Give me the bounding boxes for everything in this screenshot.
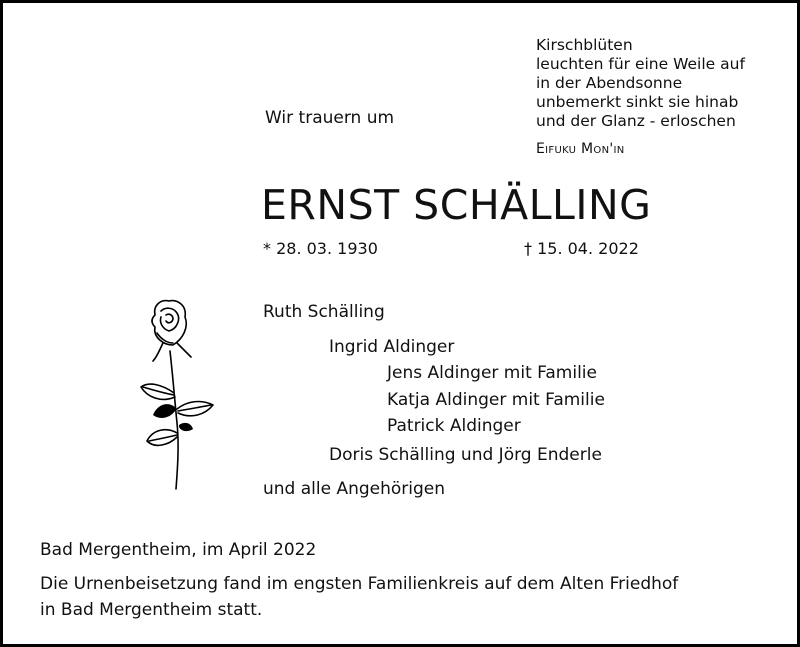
intro-text: Wir trauern um: [265, 108, 395, 128]
poem-line: leuchten für eine Weile auf: [536, 55, 745, 73]
poem-author: Eifuku Mon'in: [536, 141, 625, 157]
poem-line: unbemerkt sinkt sie hinab: [536, 93, 739, 111]
poem-line: Kirschblüten: [536, 36, 633, 54]
poem: [536, 36, 745, 131]
deceased-name: ERNST SCHÄLLING: [261, 181, 652, 229]
death-date: † 15. 04. 2022: [524, 239, 639, 258]
burial-notice: [40, 571, 678, 623]
mourner-name: Ruth Schälling: [263, 302, 385, 322]
mourner-name: Ingrid Aldinger: [329, 337, 455, 357]
mourner-name: Katja Aldinger mit Familie: [387, 390, 605, 410]
poem-line: und der Glanz - erloschen: [536, 112, 736, 130]
poem-line: in der Abendsonne: [536, 74, 683, 92]
mourner-name: Patrick Aldinger: [387, 416, 521, 436]
rose-icon: [133, 293, 223, 493]
mourner-name: und alle Angehörigen: [263, 479, 446, 499]
mourner-name: Jens Aldinger mit Familie: [387, 363, 597, 383]
place-date: Bad Mergentheim, im April 2022: [40, 540, 317, 560]
mourner-name: Doris Schälling und Jörg Enderle: [329, 445, 602, 465]
birth-date: * 28. 03. 1930: [263, 239, 378, 258]
notice-line: Die Urnenbeisetzung fand im engsten Familienkreis auf dem Alten Friedhof: [40, 574, 679, 594]
notice-line: in Bad Mergentheim statt.: [40, 600, 263, 620]
